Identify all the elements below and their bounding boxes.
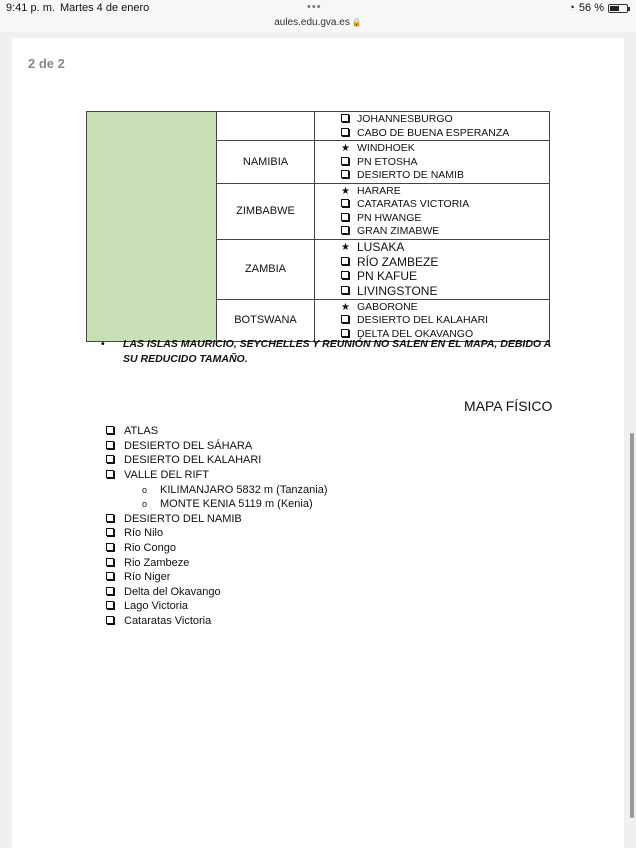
place-item xyxy=(341,225,549,239)
circle-bullet-icon: o xyxy=(142,499,148,510)
battery-percent: 56 % xyxy=(578,2,604,14)
place-item xyxy=(341,113,549,127)
place-item xyxy=(341,212,549,226)
list-item xyxy=(106,424,328,439)
checkbox-icon xyxy=(106,557,124,569)
star-icon: ★ xyxy=(341,301,350,313)
star-icon: ★ xyxy=(341,185,350,197)
checkbox-icon xyxy=(106,440,124,452)
star-icon: ★ xyxy=(341,143,350,154)
countries-table xyxy=(86,111,550,342)
sub-list-item xyxy=(106,497,328,512)
place-item xyxy=(341,127,549,141)
list-item xyxy=(106,541,328,556)
country-cell: ZAMBIA xyxy=(217,239,315,299)
place-text: PN KAFUE xyxy=(357,269,418,283)
checkbox-icon xyxy=(341,256,357,270)
sub-list-item-text: KILIMANJARO 5832 m (Tanzania) xyxy=(160,483,328,496)
status-indicators xyxy=(568,2,628,14)
checkbox-icon xyxy=(341,198,357,212)
checkbox-icon xyxy=(106,513,124,525)
green-cell xyxy=(87,112,217,342)
places-cell xyxy=(315,239,550,299)
url-text: aules.edu.gva.es xyxy=(274,17,350,28)
list-item-text: DESIERTO DEL NAMIB xyxy=(124,512,242,525)
checkbox-icon xyxy=(341,127,357,141)
list-item-text: DESIERTO DEL SÁHARA xyxy=(124,439,253,452)
place-text: RÍO ZAMBEZE xyxy=(357,254,439,269)
star-icon: ★ xyxy=(341,242,350,253)
place-text: GRAN ZIMABWE xyxy=(357,225,440,237)
list-item xyxy=(106,468,328,483)
page-indicator: 2 de 2 xyxy=(28,56,65,71)
checkbox-icon xyxy=(341,285,357,299)
place-item xyxy=(341,241,549,256)
place-item xyxy=(341,314,549,328)
place-text: HARARE xyxy=(357,184,401,197)
list-item xyxy=(106,453,328,468)
checkbox-icon xyxy=(106,454,124,466)
list-item xyxy=(106,570,328,585)
list-item xyxy=(106,439,328,454)
sub-list-item xyxy=(106,482,328,497)
checkbox-icon xyxy=(106,469,124,481)
place-item xyxy=(341,198,549,212)
place-item xyxy=(341,142,549,156)
place-text: CATARATAS VICTORIA xyxy=(357,198,470,210)
scrollbar[interactable] xyxy=(630,433,634,818)
checkbox-icon xyxy=(106,615,124,627)
more-dots-icon[interactable]: ••• xyxy=(307,1,322,13)
physical-map-list xyxy=(106,424,328,628)
place-text: LIVINGSTONE xyxy=(357,283,438,298)
places-cell xyxy=(315,112,550,141)
status-time: 9:41 p. m. xyxy=(6,2,55,14)
list-item-text: Río Nilo xyxy=(124,527,164,540)
list-item-text: Rio Zambeze xyxy=(124,556,190,569)
checkbox-icon xyxy=(106,600,124,612)
list-item-text: VALLE DEL RIFT xyxy=(124,469,209,482)
list-item-text: Río Niger xyxy=(124,571,171,584)
checkbox-icon xyxy=(341,225,357,239)
section-title: MAPA FÍSICO xyxy=(464,398,553,414)
place-text: PN HWANGE xyxy=(357,211,422,224)
place-item xyxy=(341,169,549,183)
place-item xyxy=(341,270,549,285)
list-item xyxy=(106,585,328,600)
place-text: DESIERTO DE NAMIB xyxy=(357,169,464,181)
list-item-text: ATLAS xyxy=(124,425,159,438)
battery-icon xyxy=(608,4,628,13)
note-text: LAS ISLAS MAURICIO, SEYCHELLES Y REUNIÓN NO SALEN EN EL MAPA, DEBIDO A SU REDUCIDO TAMAÑO. xyxy=(123,338,551,365)
list-item xyxy=(106,526,328,541)
status-date: Martes 4 de enero xyxy=(60,2,150,14)
checkbox-icon xyxy=(341,212,357,226)
status-bar xyxy=(0,0,636,32)
place-item xyxy=(341,255,549,270)
list-item-text: DESIERTO DEL KALAHARI xyxy=(124,454,262,467)
places-cell xyxy=(315,183,550,239)
circle-bullet-icon: o xyxy=(142,484,148,495)
table-row xyxy=(87,112,550,141)
place-item xyxy=(341,156,549,170)
wifi-icon: ◔ xyxy=(568,2,575,14)
places-cell xyxy=(315,299,550,342)
sub-list-item-text: MONTE KENIA 5119 m (Kenia) xyxy=(160,498,313,511)
checkbox-icon xyxy=(341,270,357,284)
place-item xyxy=(341,301,549,315)
checkbox-icon xyxy=(341,156,357,170)
list-item-text: Cataratas Victoria xyxy=(124,615,212,628)
list-item xyxy=(106,512,328,527)
lock-icon: 🔒 xyxy=(351,18,362,27)
checkbox-icon xyxy=(106,425,124,437)
checkbox-icon xyxy=(341,113,357,127)
address-bar[interactable] xyxy=(0,17,636,28)
country-cell: ZIMBABWE xyxy=(217,183,315,239)
note xyxy=(103,337,563,366)
list-item-text: Delta del Okavango xyxy=(124,585,221,598)
checkbox-icon xyxy=(106,542,124,554)
place-text: CABO DE BUENA ESPERANZA xyxy=(357,126,510,139)
bullet-icon: • xyxy=(101,338,105,350)
place-text: GABORONE xyxy=(357,300,418,313)
checkbox-icon xyxy=(341,169,357,183)
places-cell xyxy=(315,141,550,184)
checkbox-icon xyxy=(106,571,124,583)
list-item xyxy=(106,614,328,629)
checkbox-icon xyxy=(106,527,124,539)
list-item xyxy=(106,555,328,570)
list-item-text: Lago Victoria xyxy=(124,600,189,613)
place-item xyxy=(341,185,549,199)
place-text: DELTA DEL OKAVANGO xyxy=(357,327,474,340)
list-item-text: Rio Congo xyxy=(124,542,176,555)
place-text: JOHANNESBURGO xyxy=(357,113,453,125)
country-cell: NAMIBIA xyxy=(217,141,315,184)
checkbox-icon xyxy=(341,314,357,328)
place-text: LUSAKA xyxy=(357,240,405,254)
place-text: DESIERTO DEL KALAHARI xyxy=(357,314,489,326)
checkbox-icon xyxy=(106,586,124,598)
country-cell: BOTSWANA xyxy=(217,299,315,342)
place-text: WINDHOEK xyxy=(357,142,415,154)
country-cell xyxy=(217,112,315,141)
list-item xyxy=(106,599,328,614)
place-item xyxy=(341,284,549,299)
place-text: PN ETOSHA xyxy=(357,155,418,168)
